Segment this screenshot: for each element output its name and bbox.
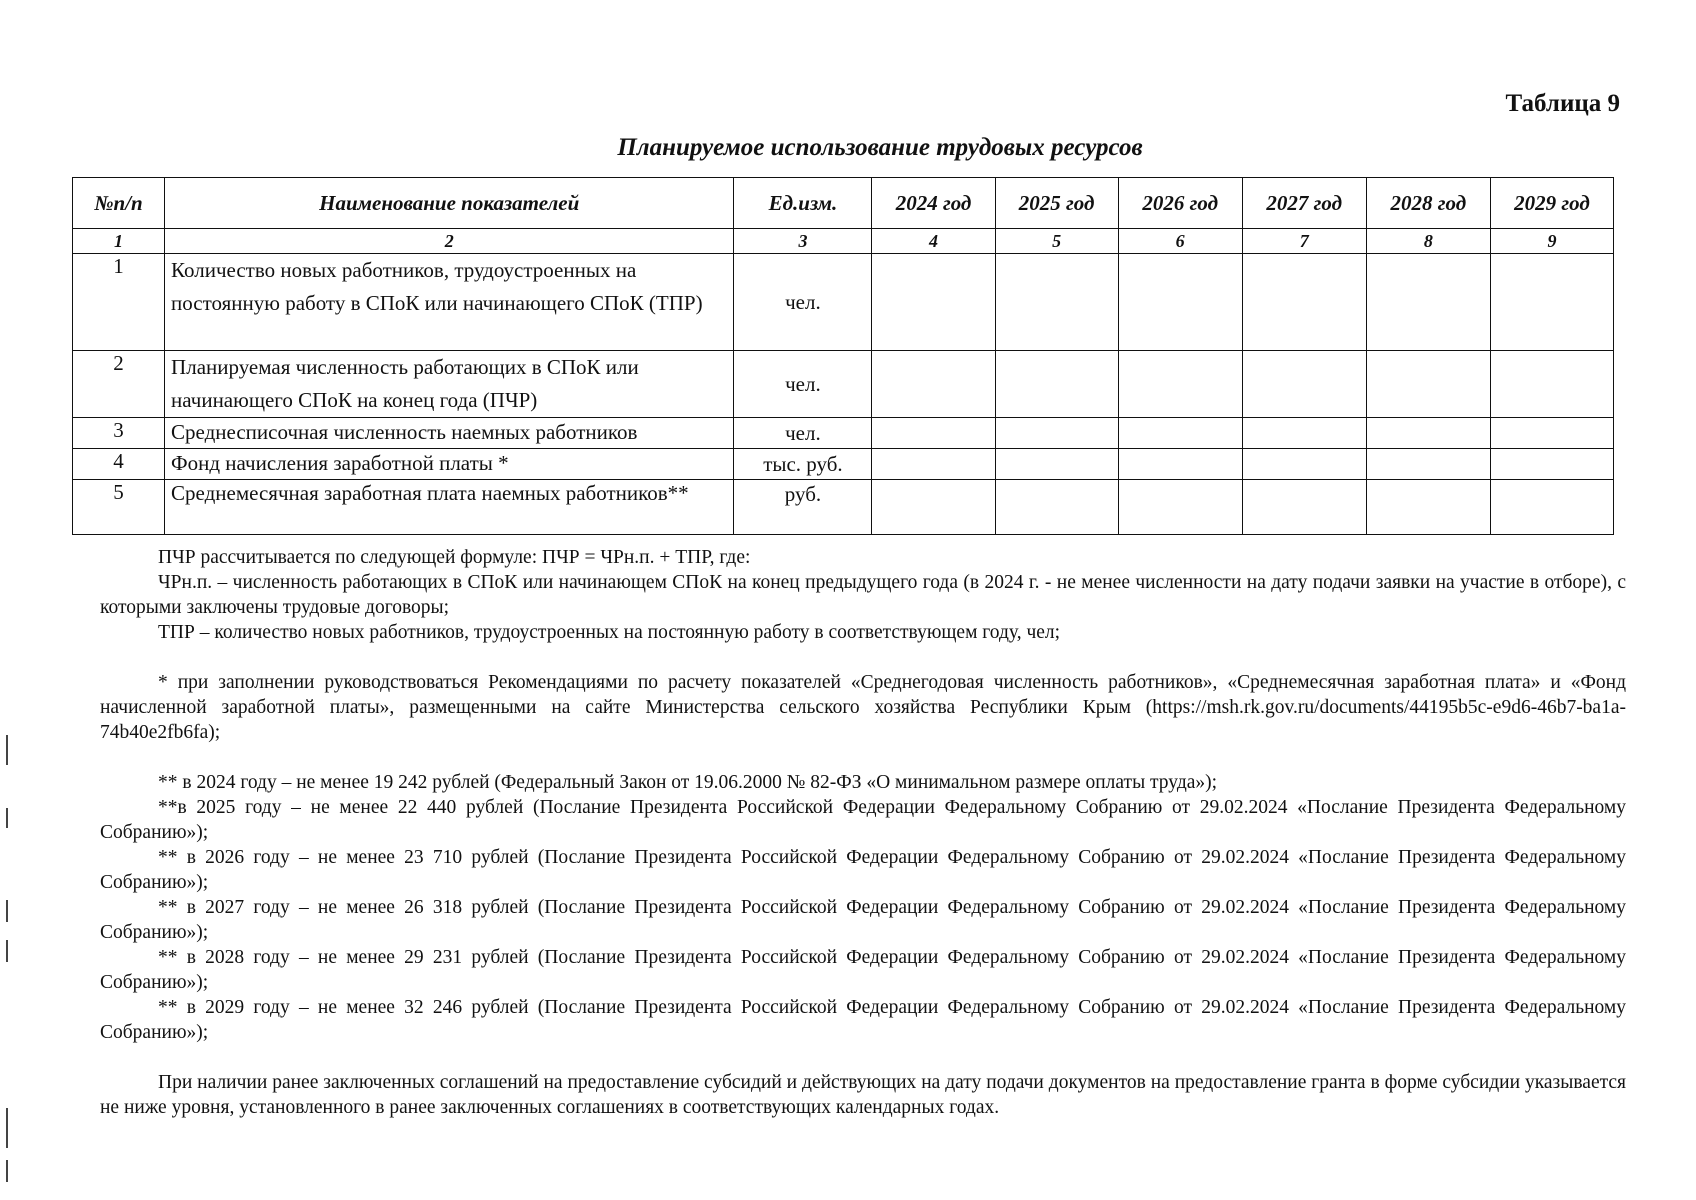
row-number: 1 (73, 254, 165, 351)
value-cell-2025[interactable] (995, 351, 1118, 418)
table-number-label: Таблица 9 (1505, 90, 1620, 117)
table-row (73, 480, 1614, 535)
indicator-name: Количество новых работников, трудоустроенных на постоянную работу в СПоК или начинающего СПоК (ТПР) (165, 254, 734, 351)
table-title: Планируемое использование трудовых ресурсов (617, 134, 1143, 161)
unit-cell: чел. (734, 254, 872, 351)
value-cell-2024[interactable] (872, 449, 995, 480)
column-number-row (73, 229, 1614, 254)
indicator-name: Фонд начисления заработной платы * (165, 449, 734, 480)
value-cell-2027[interactable] (1242, 351, 1366, 418)
table-row (73, 254, 1614, 351)
table-row (73, 351, 1614, 418)
scan-margin-mark (6, 900, 8, 922)
value-cell-2029[interactable] (1490, 254, 1613, 351)
value-cell-2028[interactable] (1366, 351, 1490, 418)
value-cell-2028[interactable] (1366, 480, 1490, 535)
header-cell-2026: 2026 год (1118, 178, 1242, 229)
spacer (100, 645, 1626, 670)
definition-tpr: ТПР – количество новых работников, трудоустроенных на постоянную работу в соответствующем году, чел; (158, 622, 1061, 643)
value-cell-2029[interactable] (1490, 480, 1613, 535)
value-cell-2027[interactable] (1242, 480, 1366, 535)
value-cell-2028[interactable] (1366, 418, 1490, 449)
header-cell-2025: 2025 год (995, 178, 1118, 229)
footnote-single-star: * при заполнении руководствоваться Рекомендациями по расчету показателей «Среднегодовая численность работников», «Среднемесячная заработная плата» и «Фонд начисленной заработной платы», размещенными на сайте Министерства сельского хозяйства Республики Крым (https://msh.rk.gov.ru/documents/44195b5c-e9d6-46b7-ba1a-74b40e2fb6fa); (100, 672, 1626, 743)
row-number: 2 (73, 351, 165, 418)
column-number: 5 (995, 229, 1118, 254)
footnote-wage-2026: ** в 2026 году – не менее 23 710 рублей (Послание Президента Российской Федерации Федеральному Собранию от 29.02.2024 «Послание Президента Федеральному Собранию»); (100, 847, 1626, 893)
column-number: 3 (734, 229, 872, 254)
unit-cell: руб. (734, 480, 872, 535)
footnote-wage-2024: ** в 2024 году – не менее 19 242 рублей (Федеральный Закон от 19.06.2000 № 82-ФЗ «О минимальном размере оплаты труда»); (158, 772, 1218, 793)
indicator-name: Среднемесячная заработная плата наемных работников** (165, 480, 734, 535)
indicator-name: Среднесписочная численность наемных работников (165, 418, 734, 449)
value-cell-2027[interactable] (1242, 254, 1366, 351)
header-cell-number: №п/п (73, 178, 165, 229)
unit-cell: чел. (734, 351, 872, 418)
value-cell-2024[interactable] (872, 418, 995, 449)
unit-cell: тыс. руб. (734, 449, 872, 480)
row-number: 5 (73, 480, 165, 535)
footnote-wage-2029: ** в 2029 году – не менее 32 246 рублей (Послание Президента Российской Федерации Федеральному Собранию от 29.02.2024 «Послание Президента Федеральному Собранию»); (100, 997, 1626, 1043)
scan-margin-mark (6, 940, 8, 962)
column-number: 2 (165, 229, 734, 254)
value-cell-2025[interactable] (995, 418, 1118, 449)
value-cell-2027[interactable] (1242, 449, 1366, 480)
value-cell-2024[interactable] (872, 254, 995, 351)
value-cell-2024[interactable] (872, 351, 995, 418)
header-cell-2024: 2024 год (872, 178, 995, 229)
row-number: 4 (73, 449, 165, 480)
value-cell-2026[interactable] (1118, 351, 1242, 418)
closing-paragraph: При наличии ранее заключенных соглашений на предоставление субсидий и действующих на дату подачи документов на предоставление гранта в форме субсидии указывается не ниже уровня, установленного в ранее заключенных соглашениях в соответствующих календарных годах. (100, 1072, 1626, 1118)
footnote-wage-2027: ** в 2027 году – не менее 26 318 рублей (Послание Президента Российской Федерации Федеральному Собранию от 29.02.2024 «Послание Президента Федеральному Собранию»); (100, 897, 1626, 943)
header-cell-2028: 2028 год (1366, 178, 1490, 229)
value-cell-2028[interactable] (1366, 449, 1490, 480)
column-number: 6 (1118, 229, 1242, 254)
value-cell-2025[interactable] (995, 254, 1118, 351)
column-number: 7 (1242, 229, 1366, 254)
scan-margin-mark (6, 735, 8, 765)
labor-resources-table (72, 177, 1614, 535)
table-row (73, 449, 1614, 480)
value-cell-2025[interactable] (995, 480, 1118, 535)
value-cell-2029[interactable] (1490, 449, 1613, 480)
header-cell-2029: 2029 год (1490, 178, 1613, 229)
notes-section (100, 545, 1626, 1120)
column-number: 9 (1490, 229, 1613, 254)
value-cell-2024[interactable] (872, 480, 995, 535)
column-number: 8 (1366, 229, 1490, 254)
value-cell-2029[interactable] (1490, 418, 1613, 449)
column-number: 1 (73, 229, 165, 254)
unit-cell: чел. (734, 418, 872, 449)
value-cell-2026[interactable] (1118, 418, 1242, 449)
scan-margin-mark (6, 1160, 8, 1182)
header-cell-2027: 2027 год (1242, 178, 1366, 229)
value-cell-2026[interactable] (1118, 254, 1242, 351)
header-cell-indicator: Наименование показателей (165, 178, 734, 229)
value-cell-2026[interactable] (1118, 480, 1242, 535)
value-cell-2025[interactable] (995, 449, 1118, 480)
footnote-wage-2028: ** в 2028 году – не менее 29 231 рублей (Послание Президента Российской Федерации Федеральному Собранию от 29.02.2024 «Послание Президента Федеральному Собранию»); (100, 947, 1626, 993)
header-row (73, 178, 1614, 229)
spacer (100, 1045, 1626, 1070)
scan-margin-mark (6, 808, 8, 828)
value-cell-2026[interactable] (1118, 449, 1242, 480)
formula-note: ПЧР рассчитывается по следующей формуле: ПЧР = ЧРн.п. + ТПР, где: (158, 547, 751, 568)
spacer (100, 745, 1626, 770)
value-cell-2027[interactable] (1242, 418, 1366, 449)
indicator-name: Планируемая численность работающих в СПоК или начинающего СПоК на конец года (ПЧР) (165, 351, 734, 418)
scan-margin-mark (6, 1108, 8, 1148)
row-number: 3 (73, 418, 165, 449)
header-cell-unit: Ед.изм. (734, 178, 872, 229)
definition-chr: ЧРн.п. – численность работающих в СПоК или начинающем СПоК на конец предыдущего года (в 2024 г. - не менее численности на дату подачи заявки на участие в отборе), с которыми заключены трудовые договоры; (100, 572, 1626, 618)
table-row (73, 418, 1614, 449)
footnote-wage-2025: **в 2025 году – не менее 22 440 рублей (Послание Президента Российской Федерации Федеральному Собранию от 29.02.2024 «Послание Президента Федеральному Собранию»); (100, 797, 1626, 843)
value-cell-2029[interactable] (1490, 351, 1613, 418)
value-cell-2028[interactable] (1366, 254, 1490, 351)
column-number: 4 (872, 229, 995, 254)
